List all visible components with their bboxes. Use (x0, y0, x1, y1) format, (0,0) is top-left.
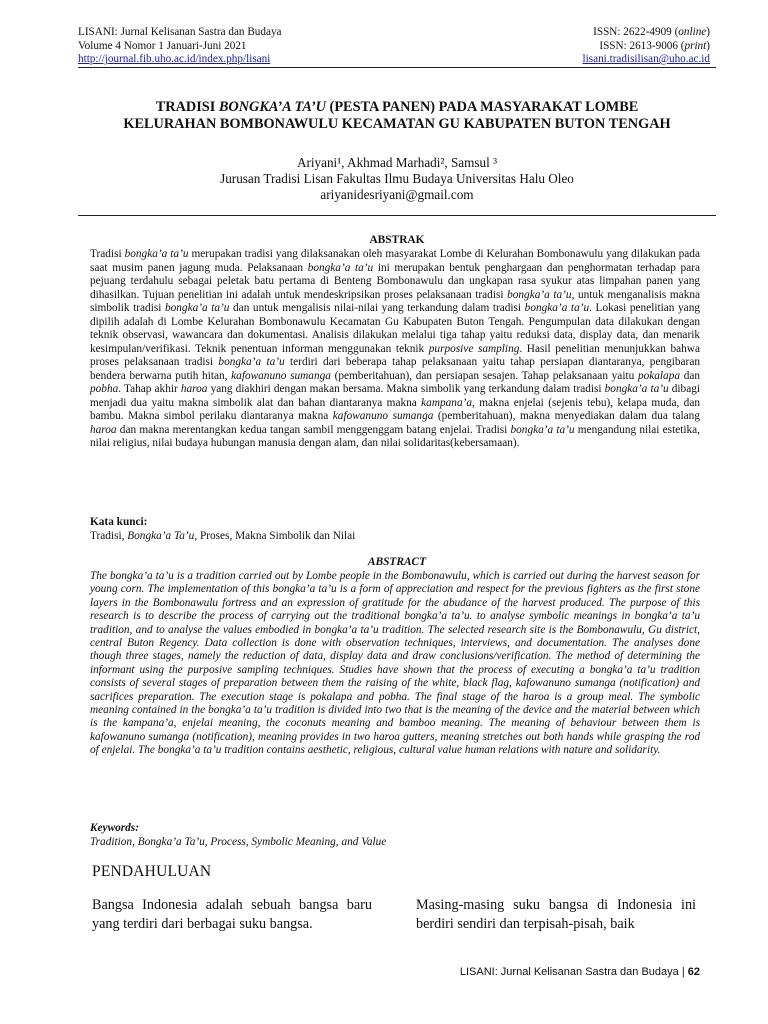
abstrak-italic-term: bongka’a ta’u (507, 288, 572, 301)
journal-email-link[interactable]: lisani.tradisilisan@uho.ac.id (582, 53, 710, 65)
section-heading: PENDAHULUAN (92, 863, 212, 880)
keywords-label: Keywords: (90, 822, 139, 834)
journal-name: LISANI: Jurnal Kelisanan Sastra dan Budaya (78, 26, 282, 38)
abstrak-italic-term: bongka’a ta’u (218, 356, 285, 368)
abstrak-italic-term: bongka’a ta’u (124, 248, 189, 260)
kata-kunci-label: Kata kunci: (90, 516, 148, 528)
kata-kunci-text: Tradisi, Bongka’a Ta’u, Proses, Makna Simbolik dan Nilai (90, 530, 356, 542)
abstrak-text: Tradisi (90, 248, 125, 260)
keywords-block (90, 821, 700, 849)
abstrak-text: yang diakhiri dengan makan bersama. Makna simbolik yang terkandung dalam tradisi (207, 383, 605, 395)
abstrak-italic-term: purposive sampling (428, 342, 520, 355)
issn-online: ISSN: 2622-4909 (online) (593, 26, 710, 38)
abstrak-text: , untuk menganalisis makna simbolik tradisi (90, 288, 701, 314)
abstrak-body (90, 248, 700, 451)
journal-url-link[interactable]: http://journal.fib.uho.ac.id/index.php/lisani (78, 53, 271, 65)
abstrak-text: . Lokasi penelitian yang dipilih adalah di Lombe Kelurahan Bombonawulu Kecamatan Gu Kabupaten Buton Tengah. Pengumpulan data dilakukan dengan teknik observasi, wawancara dan dokumentasi. Analisis dilakukan melalui tiga tahap yaitu reduksi data, display data, dan menarik kesimpulan/verifikasi. Teknik penentuan informan menggunakan teknik (90, 302, 700, 355)
abstrak-text: ini merupakan bentuk penghargaan dan penghormatan terhadap para pejuang terdahulu sebagai peletak batu pertama di Benteng Bombonawulu dan ungkapan rasa syukur atas limpahan panen yang dihasilkan. Tujuan penelitian ini adalah untuk mendeskripsikan proses pelaksanaan tradisi (90, 261, 700, 301)
abstrak-text: dibagi menjadi dua yaitu makna simbolik alat dan bahan diantaranya makna (90, 383, 700, 409)
abstrak-italic-term: bongka’a ta’u (307, 261, 374, 274)
abstract-body: The bongka’a ta’u is a tradition carried out by Lombe people in the Bombonawulu, which is carried out during the harvest season for young corn. The implementation of this bongka’a ta’u is a form of appreciation and respect for the previous fighters as the first stone layers in the Bombonawulu fortress and an expression of gratitude for the abudance of the harvest produced. The purpose of this research is to describe the process of carrying out the traditional bongka’a ta’u. to analyse symbolic meanings in bongka’a ta’u tradition, and to analyse the values embodied in bongka’a ta’u tradition. The selected research site is the Bombonawulu, Gu district, central Buton Regency. Data collection is done with observation techniques, interviews, and documentation. The analyses done though three stages, namely the reduction of data, display data and draw conclusions/verification. The method of determining the informant using the purposive sampling techniques. Studies have shown that the process of executing a bongka’a ta’u tradition consists of several stages of preparation between them the raising of the white, black flag, kafowanuno sumanga (notification) and sacrifices preparation. The execution stage is pokalapa and pobha. The final stage of the haroa is a group meal. The symbolic meaning contained in the bongka’a ta’u tradition is divided into two that is the meaning of the device and the material between which is the kampana’a, enjelai meaning, the coconuts meaning and bamboo meaning. The meaning of behaviour between them is kafowanuno sumanga (notification), meaning provides in two haroa gutters, meaning stretches out both hands while grasping the rod of enjelai. The bongka’a ta’u tradition contains aesthetic, religious, cultural value human relations with nature and solidarity. (90, 570, 700, 757)
header-right (583, 26, 710, 67)
abstrak-italic-term: bongka’a ta’u (524, 302, 590, 314)
author-email: ariyanidesriyani@gmail.com (320, 187, 474, 202)
journal-volume: Volume 4 Nomor 1 Januari-Juni 2021 (78, 39, 247, 52)
abstrak-italic-term: kafowanuno sumanga (332, 410, 434, 422)
abstrak-italic-term: bongka’a ta’u (510, 423, 575, 436)
body-column-right: Masing-masing suku bangsa di Indonesia ini berdiri sendiri dan terpisah-pisah, baik (416, 897, 696, 932)
abstrak-text: dan untuk mengalisis nilai-nilai yang terkandung dalam tradisi (229, 302, 525, 314)
author-block (78, 155, 716, 203)
abstrak-italic-term: kafowanuno sumanga (231, 369, 331, 382)
title-rule (78, 215, 716, 216)
kata-kunci-block (90, 515, 700, 543)
abstract-heading: ABSTRACT (367, 556, 427, 568)
abstrak-text: mengandung nilai estetika, nilai religius, nilai budaya hubungan manusia dengan alam, dan nilai solidaritas(kebersamaan). (90, 423, 700, 449)
abstrak-italic-term: pobha (90, 383, 119, 395)
abstrak-text: . Hasil penelitian menunjukkan bahwa proses pelaksanaan tradisi (90, 342, 700, 368)
issn-print: ISSN: 2613-9006 (print) (599, 39, 710, 52)
abstrak-heading: ABSTRAK (369, 234, 425, 246)
footer-journal: LISANI: Jurnal Kelisanan Sastra dan Budaya (459, 966, 679, 978)
abstrak-italic-term: pokalapa (637, 369, 680, 382)
abstrak-text: (pemberitahuan), dan persiapan sesajen. Tahap pelaksanaan yaitu (330, 369, 638, 382)
abstrak-text: (pemberitahuan), makna menyediakan dalam dua talang (433, 410, 700, 422)
abstrak-italic-term: haroa (90, 423, 117, 436)
page-number: 62 (687, 966, 700, 978)
abstrak-italic-term: bongka’a ta’u (604, 383, 669, 395)
abstrak-italic-term: kampana’a (421, 396, 472, 409)
header-left (78, 26, 282, 67)
paper-title: TRADISI BONGKA’A TA’U (PESTA PANEN) PADA MASYARAKAT LOMBE KELURAHAN BOMBONAWULU KECAMATAN GU KABUPATEN BUTON TENGAH (123, 99, 671, 132)
abstrak-text: . Tahap akhir (118, 383, 181, 395)
author-names: Ariyani¹, Akhmad Marhadi², Samsul ³ (296, 155, 498, 170)
abstrak-italic-term: bongka’a ta’u (164, 302, 230, 314)
abstrak-italic-term: haroa (180, 383, 208, 395)
abstrak-text: merupakan tradisi yang dilaksanakan oleh masyarakat Lombe di Kelurahan Bombonawulu yang dilakukan pada saat musim panen jagung muda. Pelaksanaan (90, 248, 700, 274)
abstrak-text: dan (680, 369, 701, 382)
abstrak-text: terdiri dari beberapa tahap pelaksanaan yaitu tahap persiapan diantaranya, pengibaran bendera berwarna putih hitan, (90, 356, 700, 382)
author-affiliation: Jurusan Tradisi Lisan Fakultas Ilmu Budaya Universitas Halu Oleo (220, 171, 574, 186)
abstrak-text: dan makna merentangkan kedua tangan sambil menggenggam batang enjelai. Tradisi (116, 423, 511, 436)
body-column-left: Bangsa Indonesia adalah sebuah bangsa baru yang terdiri dari berbagai suku bangsa. (92, 897, 372, 932)
header-rule (78, 67, 716, 68)
abstrak-text: , makna enjelai (sejenis tebu), kelapa muda, dan bambu. Makna simbol perilaku diantaranya makna (90, 396, 700, 422)
keywords-text: Tradition, Bongka’a Ta’u, Process, Symbolic Meaning, and Value (90, 836, 387, 848)
page-footer: LISANI: Jurnal Kelisanan Sastra dan Budaya | 62 (459, 966, 700, 978)
